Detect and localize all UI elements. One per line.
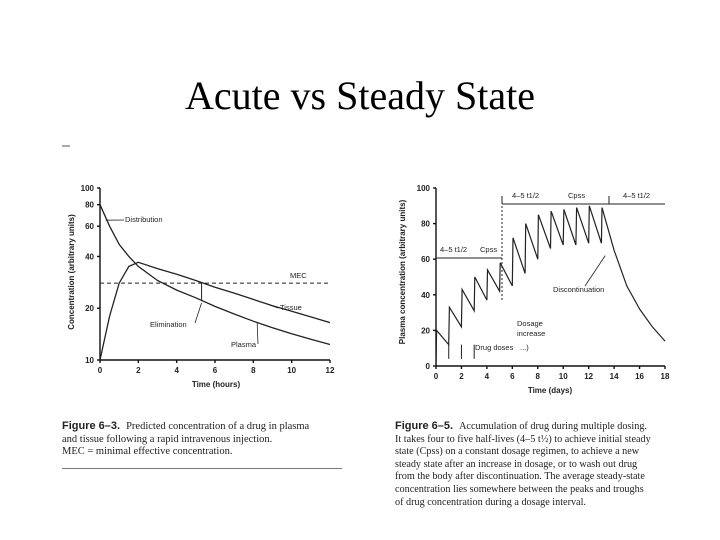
annotation-drug-doses-more: ...)	[520, 343, 529, 352]
left-x-tick-label: 8	[251, 366, 256, 375]
right-x-tick-label: 12	[584, 372, 594, 381]
right-y-tick-label: 80	[421, 219, 430, 229]
left-y-tick-label: 80	[85, 200, 94, 210]
right-caption-line-7: of drug concentration during a dosage interval.	[395, 496, 586, 508]
right-x-tick-label: 4	[484, 372, 490, 381]
right-y-axis-label: Plasma concentration (arbitrary units)	[398, 199, 407, 345]
left-y-tick-label: 20	[85, 304, 94, 314]
annotation-mec: MEC	[290, 271, 307, 280]
right-caption-label: Figure 6–5.	[395, 420, 454, 432]
annotation-tissue: Tissue	[280, 303, 302, 312]
annotation-dosage: Dosage	[517, 319, 543, 328]
annotation-elimination: Elimination	[150, 320, 187, 329]
annotation-cpss-2: Cpss	[568, 191, 586, 200]
left-y-tick-label: 40	[85, 252, 94, 262]
series-line-concentration	[436, 206, 665, 366]
right-x-tick-label: 0	[433, 372, 439, 381]
right-x-tick-label: 10	[558, 372, 568, 381]
annotation-steady-period-1: 4–5 t1/2	[440, 245, 468, 254]
right-y-tick-label: 60	[421, 255, 430, 265]
right-caption-line-3: state (Cpss) on a constant dosage regimen, to achieve a new	[395, 446, 640, 458]
left-y-tick-label: 10	[85, 356, 94, 365]
right-y-tick-label: 0	[425, 362, 430, 371]
right-caption-line-5: from the body after discontinuation. The average steady-state	[395, 471, 645, 483]
right-chart	[398, 184, 670, 395]
left-caption-line-2: and tissue following a rapid intravenous injection.	[62, 433, 273, 445]
elimination-leader	[195, 303, 202, 323]
right-x-tick-label: 2	[459, 372, 464, 381]
left-x-tick-label: 6	[212, 366, 218, 375]
left-x-tick-label: 0	[97, 366, 103, 375]
left-y-axis-label: Concentration (arbitrary units)	[67, 214, 76, 330]
plasma-leader	[257, 323, 258, 344]
right-x-tick-label: 6	[510, 372, 515, 381]
right-caption-line-6: concentration lies somewhere between the peaks and troughs	[395, 483, 644, 495]
right-y-tick-label: 40	[421, 290, 430, 300]
left-x-tick-label: 12	[325, 366, 335, 375]
right-caption	[395, 420, 687, 509]
annotation-cpss-1: Cpss	[480, 245, 498, 254]
right-caption-line-2: It takes four to five half-lives (4–5 t½) to achieve initial steady	[395, 433, 651, 445]
annotation-plasma: Plasma	[231, 340, 257, 349]
right-x-tick-label: 16	[635, 372, 645, 381]
annotation-steady-period-2: 4–5 t1/2	[512, 191, 540, 200]
left-y-tick-label: 60	[85, 222, 94, 232]
left-caption	[62, 420, 342, 459]
right-y-tick-label: 100	[416, 184, 430, 193]
left-x-axis-label: Time (hours)	[191, 380, 241, 389]
left-x-tick-label: 4	[174, 366, 179, 375]
right-x-axis-label: Time (days)	[527, 386, 573, 395]
annotation-distribution: Distribution	[125, 215, 163, 224]
annotation-increase: increase	[517, 329, 546, 338]
left-x-tick-label: 10	[287, 366, 297, 375]
discontinuation-leader	[585, 256, 605, 286]
right-y-tick-label: 20	[421, 326, 430, 336]
right-caption-line-4: steady state after an increase in dosage, or to wash out drug	[395, 458, 638, 470]
right-x-tick-label: 14	[609, 372, 619, 381]
left-caption-line-1: Predicted concentration of a drug in plasma	[126, 421, 310, 432]
left-chart	[67, 184, 335, 389]
left-caption-line-3: MEC = minimal effective concentration.	[62, 446, 233, 458]
slide-title: Acute vs Steady State	[185, 73, 535, 118]
left-caption-label: Figure 6–3.	[62, 420, 121, 432]
left-x-tick-label: 2	[136, 366, 141, 375]
right-x-tick-label: 18	[660, 372, 670, 381]
left-y-tick-label: 100	[80, 184, 94, 193]
right-x-tick-label: 8	[535, 372, 541, 381]
left-caption-rule	[62, 468, 342, 469]
annotation-washout-period: 4–5 t1/2	[623, 191, 651, 200]
right-caption-line-1: Accumulation of drug during multiple dosing.	[459, 421, 647, 432]
annotation-discontinuation: Discontinuation	[553, 285, 605, 294]
annotation-drug-doses: Drug doses	[475, 343, 514, 352]
